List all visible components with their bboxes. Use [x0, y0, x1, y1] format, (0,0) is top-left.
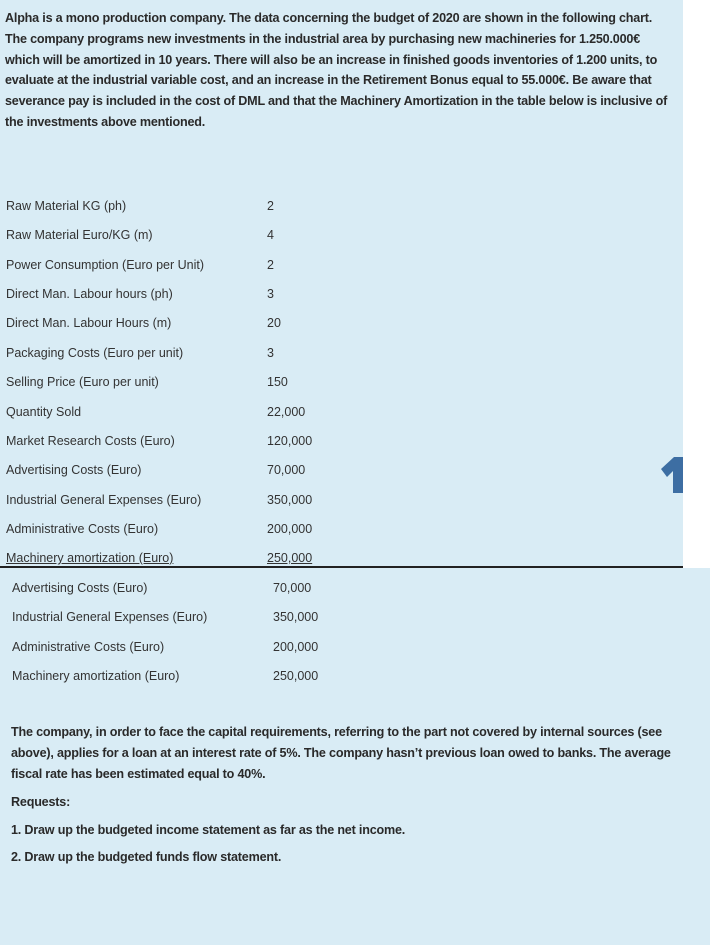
table-row: [12, 578, 692, 598]
table-row: [6, 490, 686, 510]
row-label: Machinery amortization (Euro): [6, 551, 174, 565]
row-label: Market Research Costs (Euro): [6, 434, 175, 448]
row-value: 20: [267, 316, 281, 330]
row-value: 3: [267, 346, 274, 360]
row-value: 70,000: [267, 463, 306, 477]
row-label: Direct Man. Labour Hours (m): [6, 316, 172, 330]
row-label: Machinery amortization (Euro): [12, 669, 180, 683]
intro-paragraph: Alpha is a mono production company. The data concerning the budget of 2020 are shown in the following chart. The company programs new investments in the industrial area by purchasing new machineries for 1.250.000€ which will be amortized in 10 years. There will also be an increase in finished goods inventories of 1.200 units, to evaluate at the industrial variable cost, and an increase in the Retirement Bonus equal to 55.000€. Be aware that severance pay is included in the cost of DML and that the Machinery Amortization in the table below is inclusive of the investments above mentioned.: [5, 11, 668, 129]
table-row: [12, 666, 692, 686]
table-row: [6, 372, 686, 392]
row-value: 120,000: [267, 434, 313, 448]
row-value: 200,000: [267, 522, 313, 536]
table-row: [6, 402, 686, 422]
table-row: [6, 255, 686, 275]
row-label: Quantity Sold: [6, 405, 82, 419]
row-value: 2: [267, 258, 274, 272]
row-value: 250,000: [273, 669, 319, 683]
table-row: [6, 225, 686, 245]
table-row: [12, 607, 692, 627]
row-value: 3: [267, 287, 274, 301]
table-row: [12, 637, 692, 657]
row-value: 250,000: [267, 551, 313, 565]
row-value: 350,000: [267, 493, 313, 507]
row-label: Raw Material KG (ph): [6, 199, 127, 213]
row-label: Administrative Costs (Euro): [6, 522, 159, 536]
table-row: [6, 196, 686, 216]
request-item: 2. Draw up the budgeted funds flow statement.: [11, 850, 282, 864]
row-value: 22,000: [267, 405, 306, 419]
row-value: 4: [267, 228, 274, 242]
request-item: 1. Draw up the budgeted income statement as far as the net income.: [11, 823, 406, 837]
row-label: Industrial General Expenses (Euro): [6, 493, 202, 507]
table-row: [6, 343, 686, 363]
row-value: 200,000: [273, 640, 319, 654]
row-label: Direct Man. Labour hours (ph): [6, 287, 173, 301]
requests-heading: Requests:: [11, 795, 71, 809]
row-label: Advertising Costs (Euro): [12, 581, 148, 595]
row-value: 70,000: [273, 581, 312, 595]
row-label: Advertising Costs (Euro): [6, 463, 142, 477]
row-label: Administrative Costs (Euro): [12, 640, 165, 654]
row-value: 350,000: [273, 610, 319, 624]
table-row: [6, 284, 686, 304]
loan-paragraph: The company, in order to face the capital requirements, referring to the part not covered by internal sources (see above), applies for a loan at an interest rate of 5%. The company hasn’t previous loan owed to banks. The average fiscal rate has been estimated equal to 40%.: [11, 725, 671, 781]
table-row: [6, 548, 686, 568]
up-arrow-icon: [657, 455, 685, 495]
table-row: [6, 431, 686, 451]
table-row: [6, 460, 686, 480]
row-label: Raw Material Euro/KG (m): [6, 228, 153, 242]
row-label: Packaging Costs (Euro per unit): [6, 346, 184, 360]
row-value: 2: [267, 199, 274, 213]
table-row: [6, 519, 686, 539]
row-value: 150: [267, 375, 288, 389]
row-label: Power Consumption (Euro per Unit): [6, 258, 204, 272]
row-label: Industrial General Expenses (Euro): [12, 610, 208, 624]
table-row: [6, 313, 686, 333]
row-label: Selling Price (Euro per unit): [6, 375, 159, 389]
